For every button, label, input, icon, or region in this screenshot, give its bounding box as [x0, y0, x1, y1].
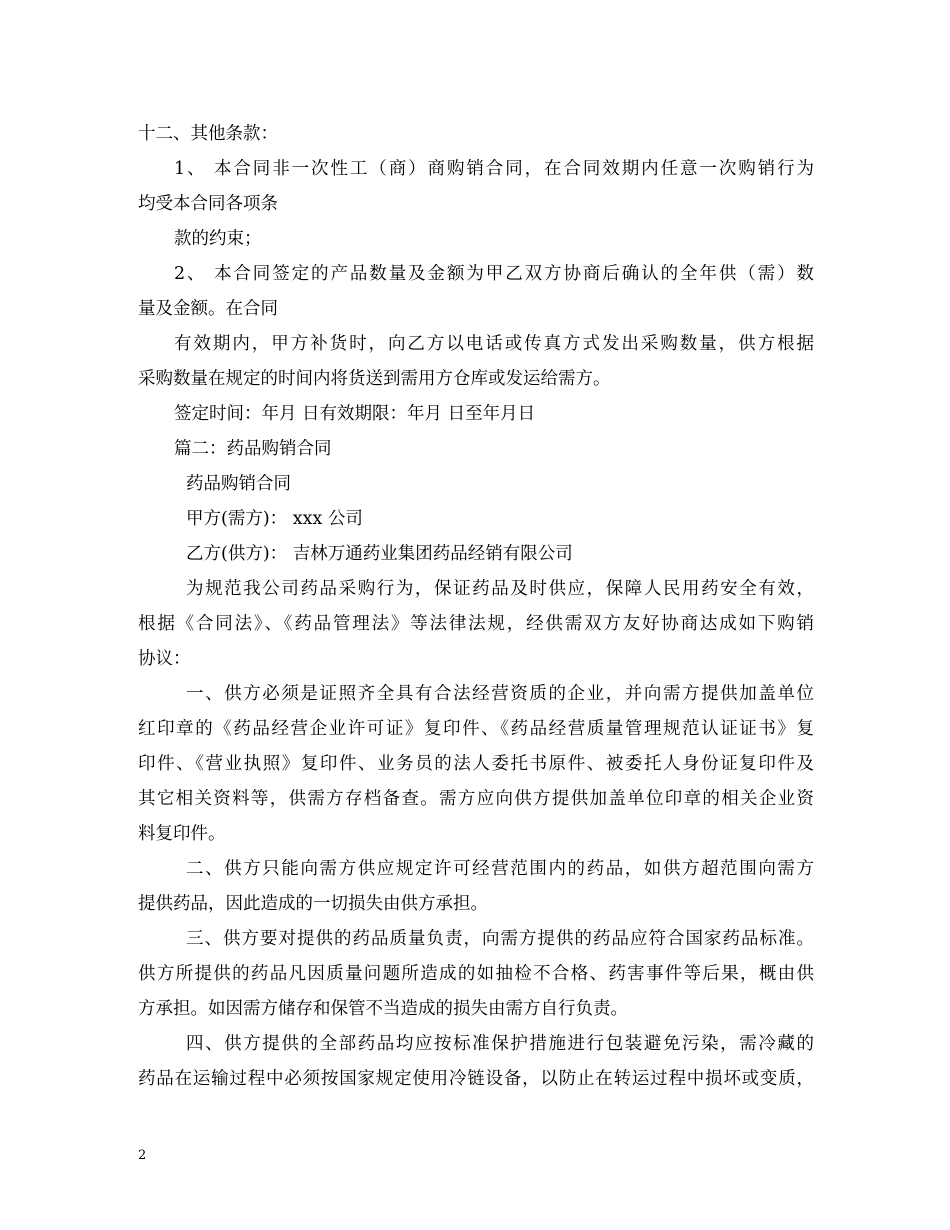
paragraph-line: 料复印件。 [138, 824, 226, 844]
contract-title: 药品购销合同 [186, 474, 291, 494]
party-b-line: 乙方(供方)： 吉林万通药业集团药品经销有限公司 [186, 544, 573, 564]
document-body [138, 117, 814, 1097]
chapter-heading: 篇二：药品购销合同 [174, 439, 332, 459]
paragraph-line: 其它相关资料等，供需方存档备查。需方应向供方提供加盖单位印章的相关企业资 [138, 789, 814, 809]
paragraph-line: 一、供方必须是证照齐全具有合法经营资质的企业，并向需方提供加盖单位 [186, 684, 814, 704]
paragraph-line: 四、供方提供的全部药品均应按标准保护措施进行包装避免污染，需冷藏的 [186, 1034, 814, 1054]
paragraph-line: 1、 本合同非一次性工（商）商购销合同，在合同效期内任意一次购销行为 [174, 159, 814, 179]
paragraph-line: 供方所提供的药品凡因质量问题所造成的如抽检不合格、药害事件等后果，概由供 [138, 964, 814, 984]
party-a-line: 甲方(需方)： xxx 公司 [186, 509, 363, 529]
paragraph-line: 提供药品，因此造成的一切损失由供方承担。 [138, 894, 488, 914]
page-number: 2 [138, 1148, 147, 1163]
paragraph-line: 有效期内，甲方补货时，向乙方以电话或传真方式发出采购数量，供方根据 [174, 334, 814, 354]
paragraph-line: 根据《合同法》、《药品管理法》等法律法规，经供需双方友好协商达成如下购销 [138, 614, 814, 634]
paragraph-line: 采购数量在规定的时间内将货送到需用方仓库或发运给需方。 [138, 369, 611, 389]
paragraph-line: 2、 本合同签定的产品数量及金额为甲乙双方协商后确认的全年供（需）数 [174, 264, 814, 284]
paragraph-line: 均受本合同各项条 [138, 194, 278, 214]
paragraph-line: 方承担。如因需方储存和保管不当造成的损失由需方自行负责。 [138, 999, 628, 1019]
paragraph-line: 二、供方只能向需方供应规定许可经营范围内的药品，如供方超范围向需方 [186, 859, 814, 879]
section-heading: 十二、其他条款： [138, 124, 278, 144]
signing-date-line: 签定时间：年月 日有效期限：年月 日至年月日 [174, 404, 536, 424]
paragraph-line: 红印章的《药品经营企业许可证》复印件、《药品经营质量管理规范认证证书》复 [138, 719, 814, 739]
paragraph-line: 三、供方要对提供的药品质量负责，向需方提供的药品应符合国家药品标准。 [186, 929, 814, 949]
paragraph-line: 为规范我公司药品采购行为，保证药品及时供应，保障人民用药安全有效， [186, 579, 814, 599]
paragraph-line: 印件、《营业执照》复印件、业务员的法人委托书原件、被委托人身份证复印件及 [138, 754, 814, 774]
paragraph-line: 药品在运输过程中必须按国家规定使用冷链设备，以防止在转运过程中损坏或变质， [138, 1069, 814, 1089]
paragraph-line: 款的约束； [174, 229, 262, 249]
paragraph-line: 量及金额。在合同 [138, 299, 278, 319]
paragraph-line: 协议： [138, 649, 191, 669]
